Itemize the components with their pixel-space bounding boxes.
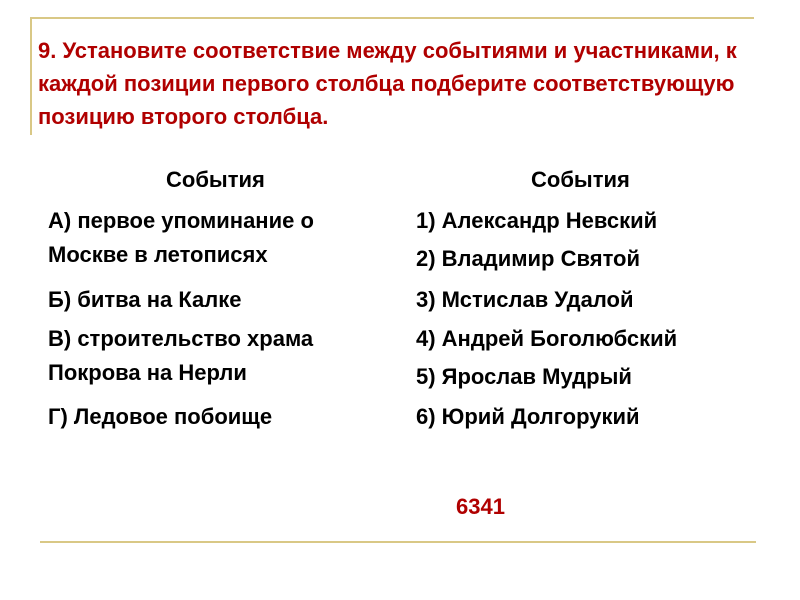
participant-3: 3) Мстислав Удалой bbox=[416, 287, 634, 312]
participant-6: 6) Юрий Долгорукий bbox=[416, 404, 640, 429]
event-d: Г) Ледовое побоище bbox=[48, 404, 273, 429]
decorative-frame-bottom bbox=[40, 541, 756, 543]
right-column-header: События bbox=[531, 167, 630, 192]
event-b: Б) битва на Калке bbox=[48, 287, 242, 312]
event-c-line2: Покрова на Нерли bbox=[48, 360, 247, 385]
question-text: 9. Установите соответствие между событиями и участниками, к каждой позиции первого столбца подберите соответствующую позицию второго столбца. bbox=[38, 38, 737, 129]
left-column-header: События bbox=[166, 167, 265, 192]
participant-2: 2) Владимир Святой bbox=[416, 246, 641, 271]
decorative-frame-top bbox=[30, 17, 754, 19]
event-c-line1: В) строительство храма bbox=[48, 326, 314, 351]
event-a-line1: А) первое упоминание о bbox=[48, 208, 314, 233]
decorative-frame-left bbox=[30, 17, 32, 135]
participant-1: 1) Александр Невский bbox=[416, 208, 658, 233]
participant-5: 5) Ярослав Мудрый bbox=[416, 364, 632, 389]
participant-4: 4) Андрей Боголюбский bbox=[416, 326, 678, 351]
answer-text: 6341 bbox=[456, 494, 505, 519]
event-a-line2: Москве в летописях bbox=[48, 242, 268, 267]
